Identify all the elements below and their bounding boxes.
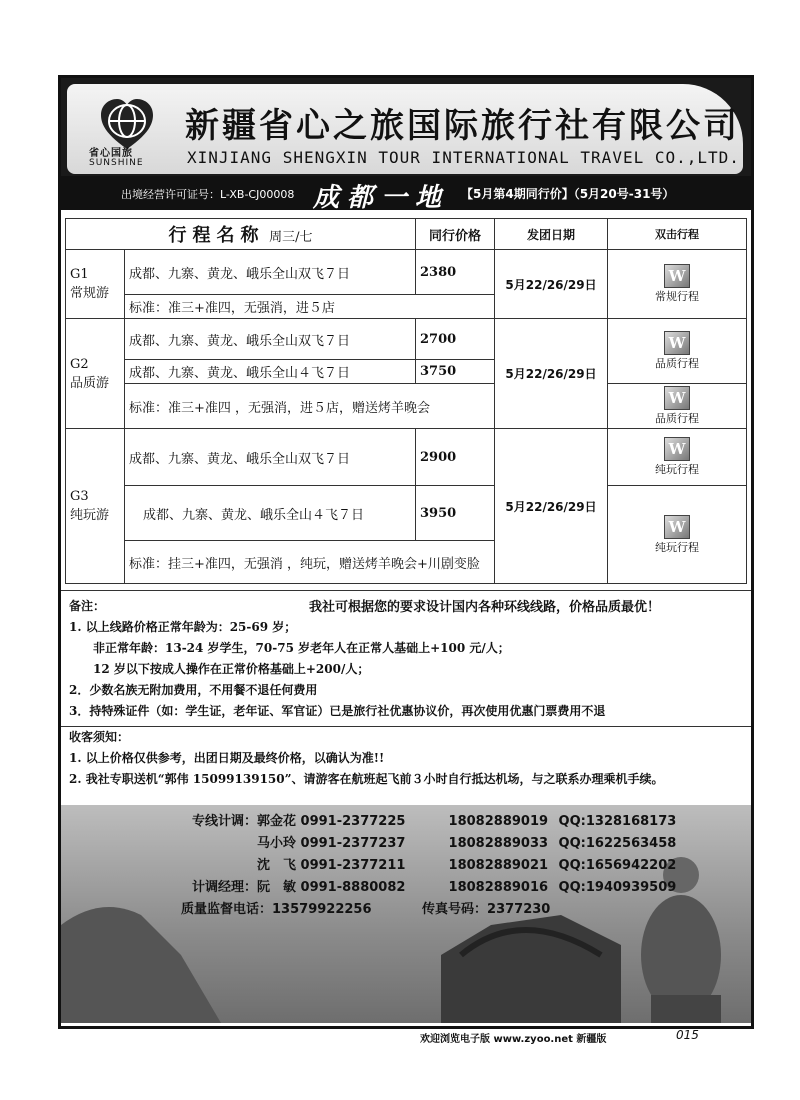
word-doc-icon: W	[664, 515, 690, 539]
word-doc-icon: W	[664, 264, 690, 288]
destination-title: 成都一地	[313, 183, 450, 213]
group-code: G1 常规游	[66, 250, 125, 319]
table-header-row	[66, 219, 747, 250]
page-number: 015	[676, 1028, 699, 1042]
contact-list	[181, 811, 676, 921]
table-row	[66, 486, 747, 541]
notes-heading: 备注：	[69, 599, 106, 613]
route-standard: 标准：准三+准四 ，无强消，进５店，赠送烤羊晚会	[125, 384, 495, 429]
group-code: G3 纯玩游	[66, 429, 125, 584]
route-standard: 标准：挂三+准四，无强消 ，纯玩，赠送烤羊晚会+川剧变脸	[125, 541, 495, 584]
table-row	[66, 384, 747, 429]
col-name-header: 行程名称 周三/七	[66, 219, 416, 250]
guest-notes-heading: 收客须知：	[69, 730, 130, 744]
footer-website[interactable]: 欢迎浏览电子版 www.zyoo.net 新疆版	[420, 1034, 607, 1045]
contact-row: 计调经理：阮 敏 0991-8880082 18082889016 QQ:1940939509	[191, 880, 677, 895]
route-name: 成都、九寨、黄龙、峨乐全山双飞７日	[125, 250, 416, 295]
route-name: 成都、九寨、黄龙、峨乐全山４飞７日	[125, 486, 416, 541]
route-standard: 标准：准三+准四，无强消，进５店	[125, 295, 495, 319]
route-price: 2900	[416, 429, 495, 486]
note-line: 1. 以上线路价格正常年龄为：25-69 岁；	[69, 620, 297, 634]
route-name: 成都、九寨、黄龙、峨乐全山４飞７日	[125, 360, 416, 384]
col-action-header: 双击行程	[608, 219, 747, 250]
header-banner	[67, 84, 743, 174]
company-name-cn: 新疆省心之旅国际旅行社有限公司	[185, 106, 740, 146]
note-line: 3．持特殊证件（如：学生证，老年证、军官证）已是旅行社优惠协议价，再次使用优惠门票费用不退	[69, 704, 606, 718]
word-doc-icon: W	[664, 437, 690, 461]
logo-en: SUNSHINE	[89, 158, 144, 168]
itinerary-table	[65, 218, 747, 584]
guest-note-line: 1. 以上价格仅供参考，出团日期及最终价格，以确认为准!!	[69, 751, 385, 765]
license-number: 出境经营许可证号：L-XB-CJ00008	[121, 188, 295, 201]
col-price-header: 同行价格	[416, 219, 495, 250]
route-price: 3950	[416, 486, 495, 541]
peer-price-period: 【5月第4期同行价】（5月20号-31号）	[461, 187, 675, 201]
contact-row: 专线计调：郭金花 0991-2377225 18082889019 QQ:1328168173	[191, 814, 677, 829]
quality-row: 质量监督电话：13579922256 传真号码：2377230	[181, 902, 551, 917]
contact-row: 沈 飞 0991-2377211 18082889021 QQ:1656942202	[257, 858, 677, 873]
logo-cn: 省心国旅	[89, 148, 133, 159]
word-doc-icon: W	[664, 331, 690, 355]
company-name-en: XINJIANG SHENGXIN TOUR INTERNATIONAL TRAVEL CO.,LTD.	[187, 148, 740, 167]
departure-date: 5月22/26/29日	[495, 319, 608, 429]
group-code: G2 品质游	[66, 319, 125, 429]
note-line: 2．少数名族无附加费用，不用餐不退任何费用	[69, 683, 318, 697]
route-name: 成都、九寨、黄龙、峨乐全山双飞７日	[125, 319, 416, 360]
departure-date: 5月22/26/29日	[495, 429, 608, 584]
note-line: 12 岁以下按成人操作在正常价格基础上+200/人；	[93, 662, 370, 676]
route-name: 成都、九寨、黄龙、峨乐全山双飞７日	[125, 429, 416, 486]
itinerary-doc-button[interactable]: W 纯玩行程	[608, 429, 747, 486]
info-bar	[61, 176, 751, 213]
table-row	[66, 319, 747, 360]
header	[61, 78, 751, 176]
custom-route-tagline: 我社可根据您的要求设计国内各种环线线路，价格品质最优！	[309, 600, 661, 615]
divider	[61, 590, 751, 591]
departure-date: 5月22/26/29日	[495, 250, 608, 319]
table-row	[66, 429, 747, 486]
itinerary-doc-button[interactable]: W 常规行程	[608, 250, 747, 319]
guest-note-line: 2. 我社专职送机“郭伟 15099139150”、请游客在航班起飞前３小时自行抵达机场，与之联系办理乘机手续。	[69, 772, 664, 786]
note-line: 非正常年龄：13-24 岁学生，70-75 岁老年人在正常人基础上+100 元/人；	[93, 641, 510, 655]
itinerary-doc-button[interactable]: W 品质行程	[608, 319, 747, 384]
table-row	[66, 250, 747, 295]
word-doc-icon: W	[664, 386, 690, 410]
scenic-photo-banner	[61, 805, 751, 1023]
route-price: 3750	[416, 360, 495, 384]
itinerary-doc-button[interactable]: W 品质行程	[608, 384, 747, 429]
route-price: 2700	[416, 319, 495, 360]
route-price: 2380	[416, 250, 495, 295]
itinerary-doc-button[interactable]: W 纯玩行程	[608, 486, 747, 584]
contact-row: 马小玲 0991-2377237 18082889033 QQ:1622563458	[257, 836, 677, 851]
col-date-header: 发团日期	[495, 219, 608, 250]
flyer-frame	[58, 75, 754, 1029]
notes-section	[69, 596, 745, 790]
